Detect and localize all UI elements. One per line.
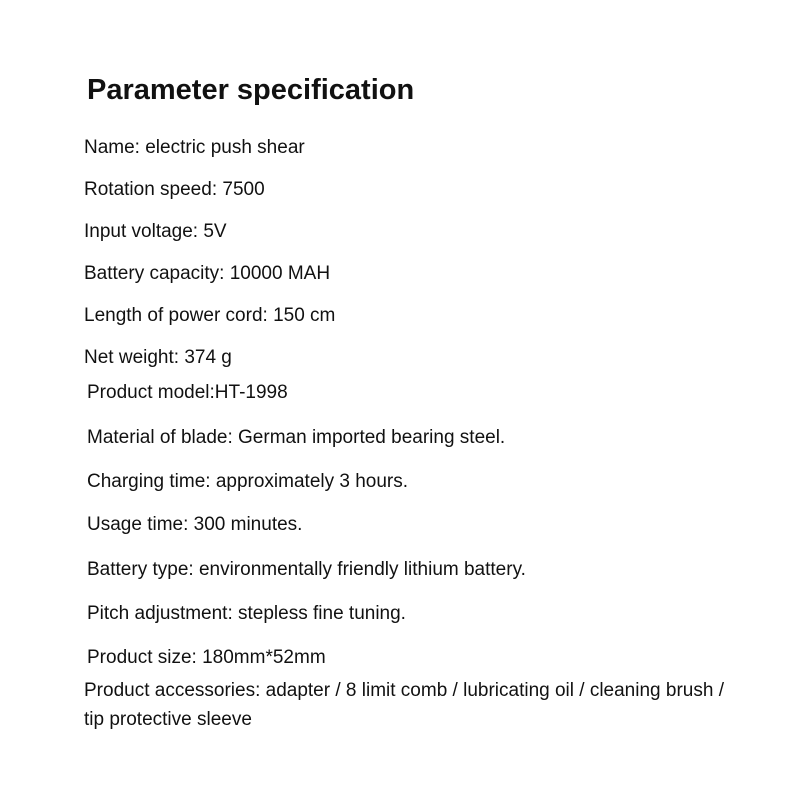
spec-blade-material: Material of blade: German imported bearing steel. (87, 427, 506, 448)
spec-battery-type: Battery type: environmentally friendly lithium battery. (87, 559, 526, 580)
spec-usage-time: Usage time: 300 minutes. (87, 514, 303, 535)
spec-input-voltage: Input voltage: 5V (84, 221, 227, 242)
spec-product-model: Product model:HT-1998 (87, 382, 288, 403)
spec-net-weight: Net weight: 374 g (84, 347, 232, 368)
spec-power-cord-length: Length of power cord: 150 cm (84, 305, 336, 326)
spec-rotation-speed: Rotation speed: 7500 (84, 179, 265, 200)
spec-name: Name: electric push shear (84, 137, 305, 158)
spec-product-accessories: Product accessories: adapter / 8 limit comb / lubricating oil / cleaning brush / tip protective sleeve (84, 680, 724, 730)
spec-charging-time: Charging time: approximately 3 hours. (87, 471, 409, 492)
spec-product-size: Product size: 180mm*52mm (87, 647, 326, 668)
spec-battery-capacity: Battery capacity: 10000 MAH (84, 263, 331, 284)
spec-pitch-adjustment: Pitch adjustment: stepless fine tuning. (87, 603, 406, 624)
page-title: Parameter specification (87, 74, 415, 106)
